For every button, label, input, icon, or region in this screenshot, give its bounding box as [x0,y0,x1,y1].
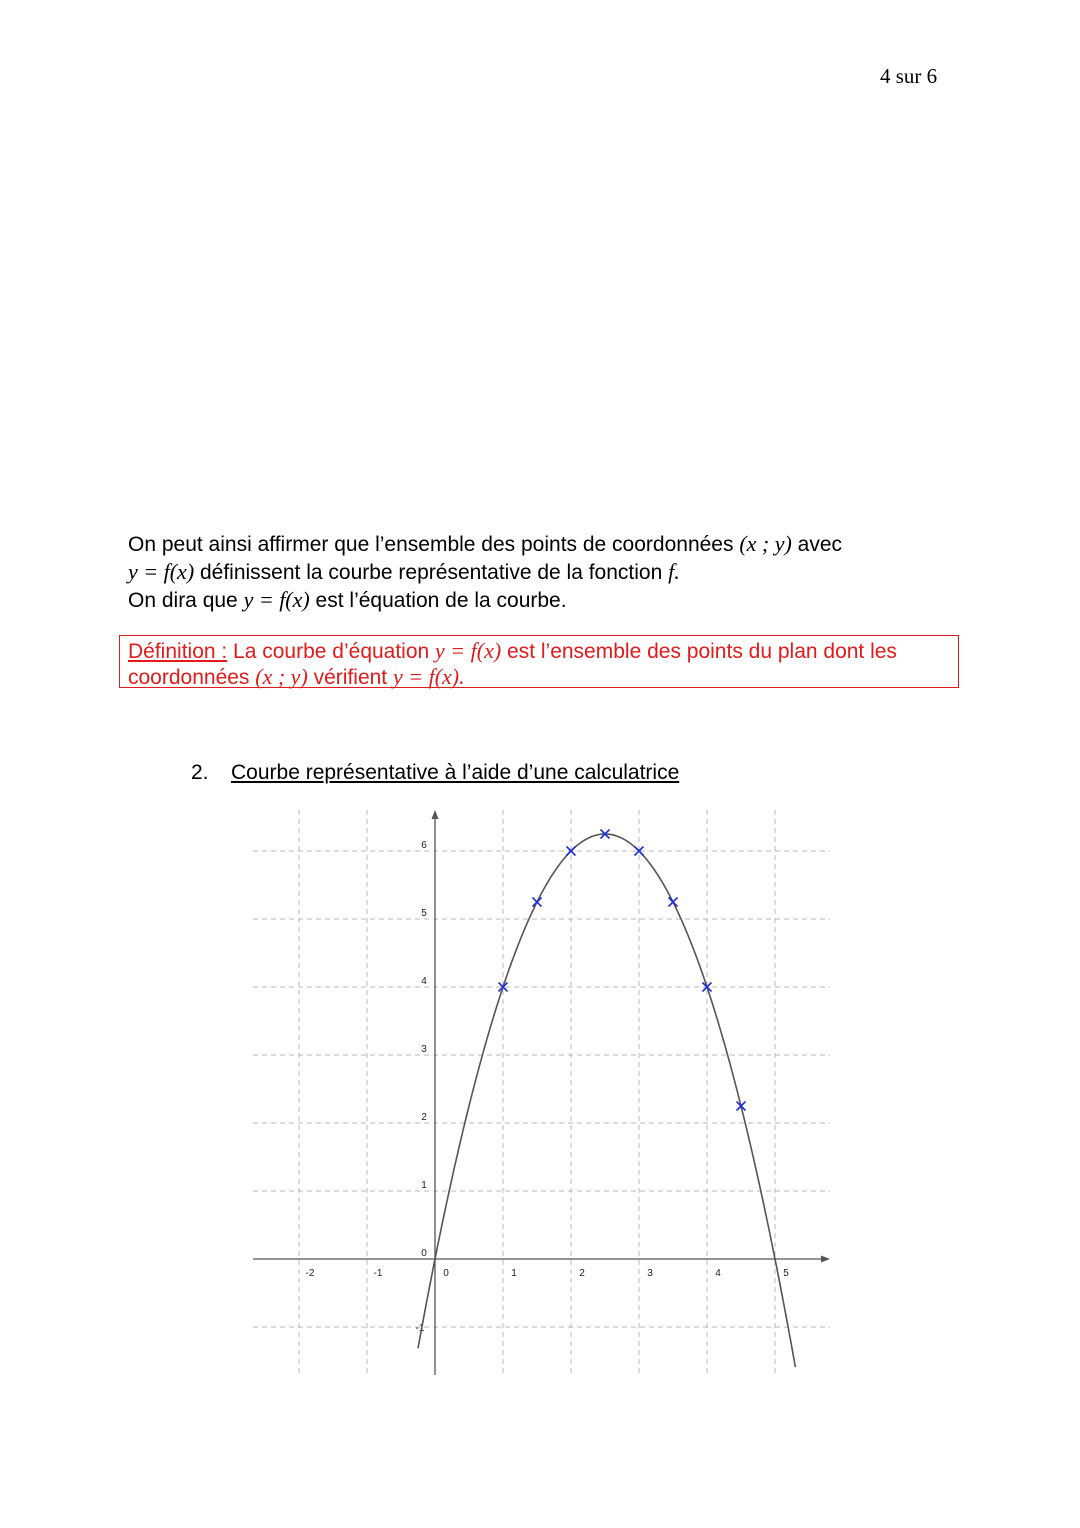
section-title: Courbe représentative à l’aide d’une calculatrice [231,761,680,784]
d2-math2: y = f(x). [392,664,465,689]
d2-mid: vérifient [307,666,393,689]
parabola-curve [415,834,795,1367]
y-tick-label: 2 [421,1112,427,1123]
d2-text: coordonnées [128,666,256,689]
y-tick-label-minus-one: -1 [415,1323,425,1334]
p1-math: (x ; y) [739,531,792,556]
p1-text: On peut ainsi affirmer que l’ensemble des points de coordonnées [128,533,740,556]
p2-math: y = f(x) [128,559,195,584]
tick-labels [306,840,790,1334]
p2-text: définissent la courbe représentative de la fonction [194,561,669,584]
x-tick-label: -1 [373,1268,383,1279]
y-tick-label: 1 [421,1180,427,1191]
p3-end: est l’équation de la courbe. [309,589,567,612]
p2-f: f. [668,559,680,584]
x-axis-arrow [821,1256,830,1263]
page-number: 4 sur 6 [880,64,938,88]
x-tick-label: 0 [443,1268,449,1279]
x-tick-label: 4 [715,1268,721,1279]
d2-math: (x ; y) [255,664,308,689]
x-tick-label: 3 [647,1268,653,1279]
x-tick-label: -2 [305,1268,315,1279]
y-axis-arrow [432,810,439,819]
y-tick-label: 0 [421,1248,427,1259]
curve-group [415,834,795,1367]
p3-math: y = f(x) [243,587,310,612]
p1-end: avec [791,533,843,556]
d1-text: La courbe d’équation [227,640,436,663]
p3-text: On dira que [128,589,244,612]
point-marker [669,898,678,907]
x-tick-label: 1 [511,1268,517,1279]
y-tick-label: 5 [421,908,427,919]
x-tick-label: 2 [579,1268,585,1279]
y-tick-label: 4 [421,976,427,987]
d1-end: est l’ensemble des points du plan dont les [501,640,897,663]
y-tick-label: 6 [421,840,427,851]
section-number: 2. [191,761,209,784]
point-marker [533,898,542,907]
d1-math: y = f(x) [435,638,502,663]
x-tick-label: 5 [783,1268,789,1279]
y-tick-label: 3 [421,1044,427,1055]
definition-label: Définition : [128,640,228,663]
point-markers [499,830,746,1111]
